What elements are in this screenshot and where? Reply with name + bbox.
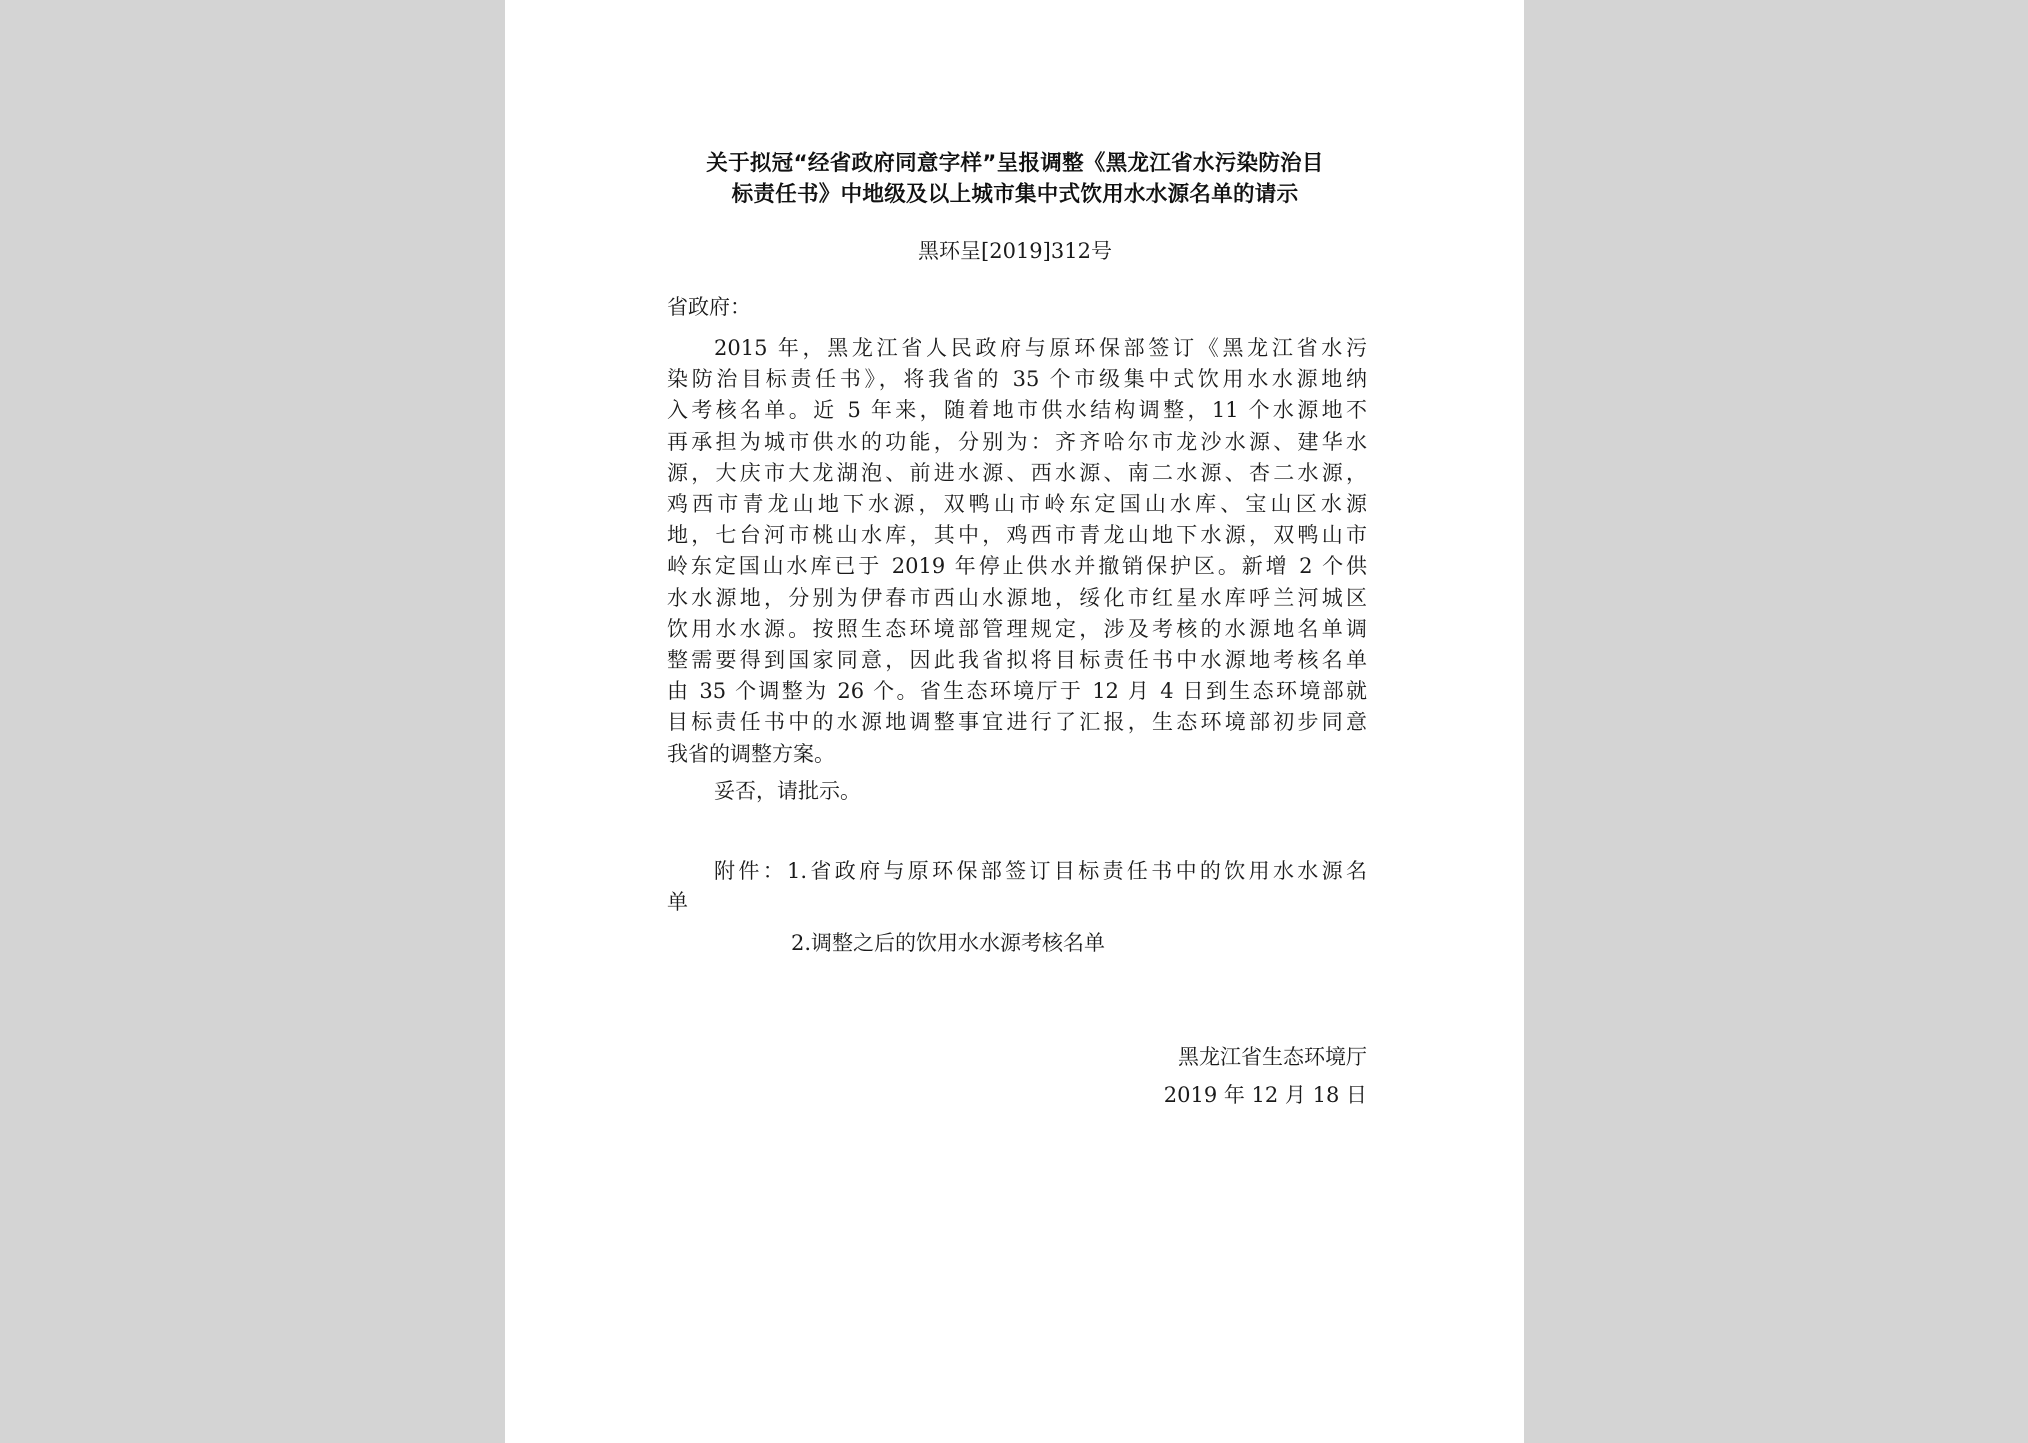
title-line-1: 关于拟冠“经省政府同意字样”呈报调整《黑龙江省水污染防治目 (706, 151, 1324, 176)
body-line: 入考核名单。近 5 年来，随着地市供水结构调整，11 个水源地不 (667, 398, 1367, 423)
body-line: 饮用水水源。按照生态环境部管理规定，涉及考核的水源地名单调 (667, 616, 1367, 641)
body-line: 再承担为城市供水的功能，分别为：齐齐哈尔市龙沙水源、建华水 (667, 429, 1367, 454)
body-paragraph (667, 333, 1367, 770)
body-line: 目标责任书中的水源地调整事宜进行了汇报，生态环境部初步同意 (667, 710, 1367, 735)
signer-organization: 黑龙江省生态环境厅 (1178, 1045, 1367, 1069)
body-line: 整需要得到国家同意，因此我省拟将目标责任书中水源地考核名单 (667, 648, 1367, 673)
document-number: 黑环呈[2019]312号 (918, 239, 1112, 263)
title-line-2: 标责任书》中地级及以上城市集中式饮用水水源名单的请示 (731, 182, 1299, 207)
body-line: 水水源地，分别为伊春市西山水源地，绥化市红星水库呼兰河城区 (667, 585, 1367, 610)
attachments (667, 856, 1367, 959)
body-line: 2015 年，黑龙江省人民政府与原环保部签订《黑龙江省水污 (714, 336, 1367, 360)
body-line: 我省的调整方案。 (667, 741, 835, 766)
body-line: 由 35 个调整为 26 个。省生态环境厅于 12 月 4 日到生态环境部就 (667, 679, 1367, 704)
body-line: 岭东定国山水库已于 2019 年停止供水并撤销保护区。新增 2 个供 (667, 554, 1367, 579)
signature-block (1005, 1038, 1367, 1114)
body-line: 鸡西市青龙山地下水源，双鸭山市岭东定国山水库、宝山区水源 (667, 492, 1367, 517)
body-line: 源，大庆市大龙湖泡、前进水源、西水源、南二水源、杏二水源， (667, 460, 1367, 485)
document-title (665, 148, 1365, 210)
body-line: 染防治目标责任书》，将我省的 35 个市级集中式饮用水水源地纳 (667, 367, 1367, 392)
attachment-item-1-wrap: 单 (667, 890, 688, 914)
closing-request: 妥否，请批示。 (714, 779, 861, 803)
attachment-item-1: 附件：1.省政府与原环保部签订目标责任书中的饮用水水源名 (714, 859, 1367, 883)
document-page (505, 0, 1524, 1443)
attachment-item-2: 2.调整之后的饮用水水源考核名单 (791, 931, 1106, 955)
salutation: 省政府： (667, 295, 751, 319)
signature-date: 2019 年 12 月 18 日 (1163, 1083, 1367, 1107)
body-line: 地，七台河市桃山水库，其中，鸡西市青龙山地下水源，双鸭山市 (667, 523, 1367, 548)
